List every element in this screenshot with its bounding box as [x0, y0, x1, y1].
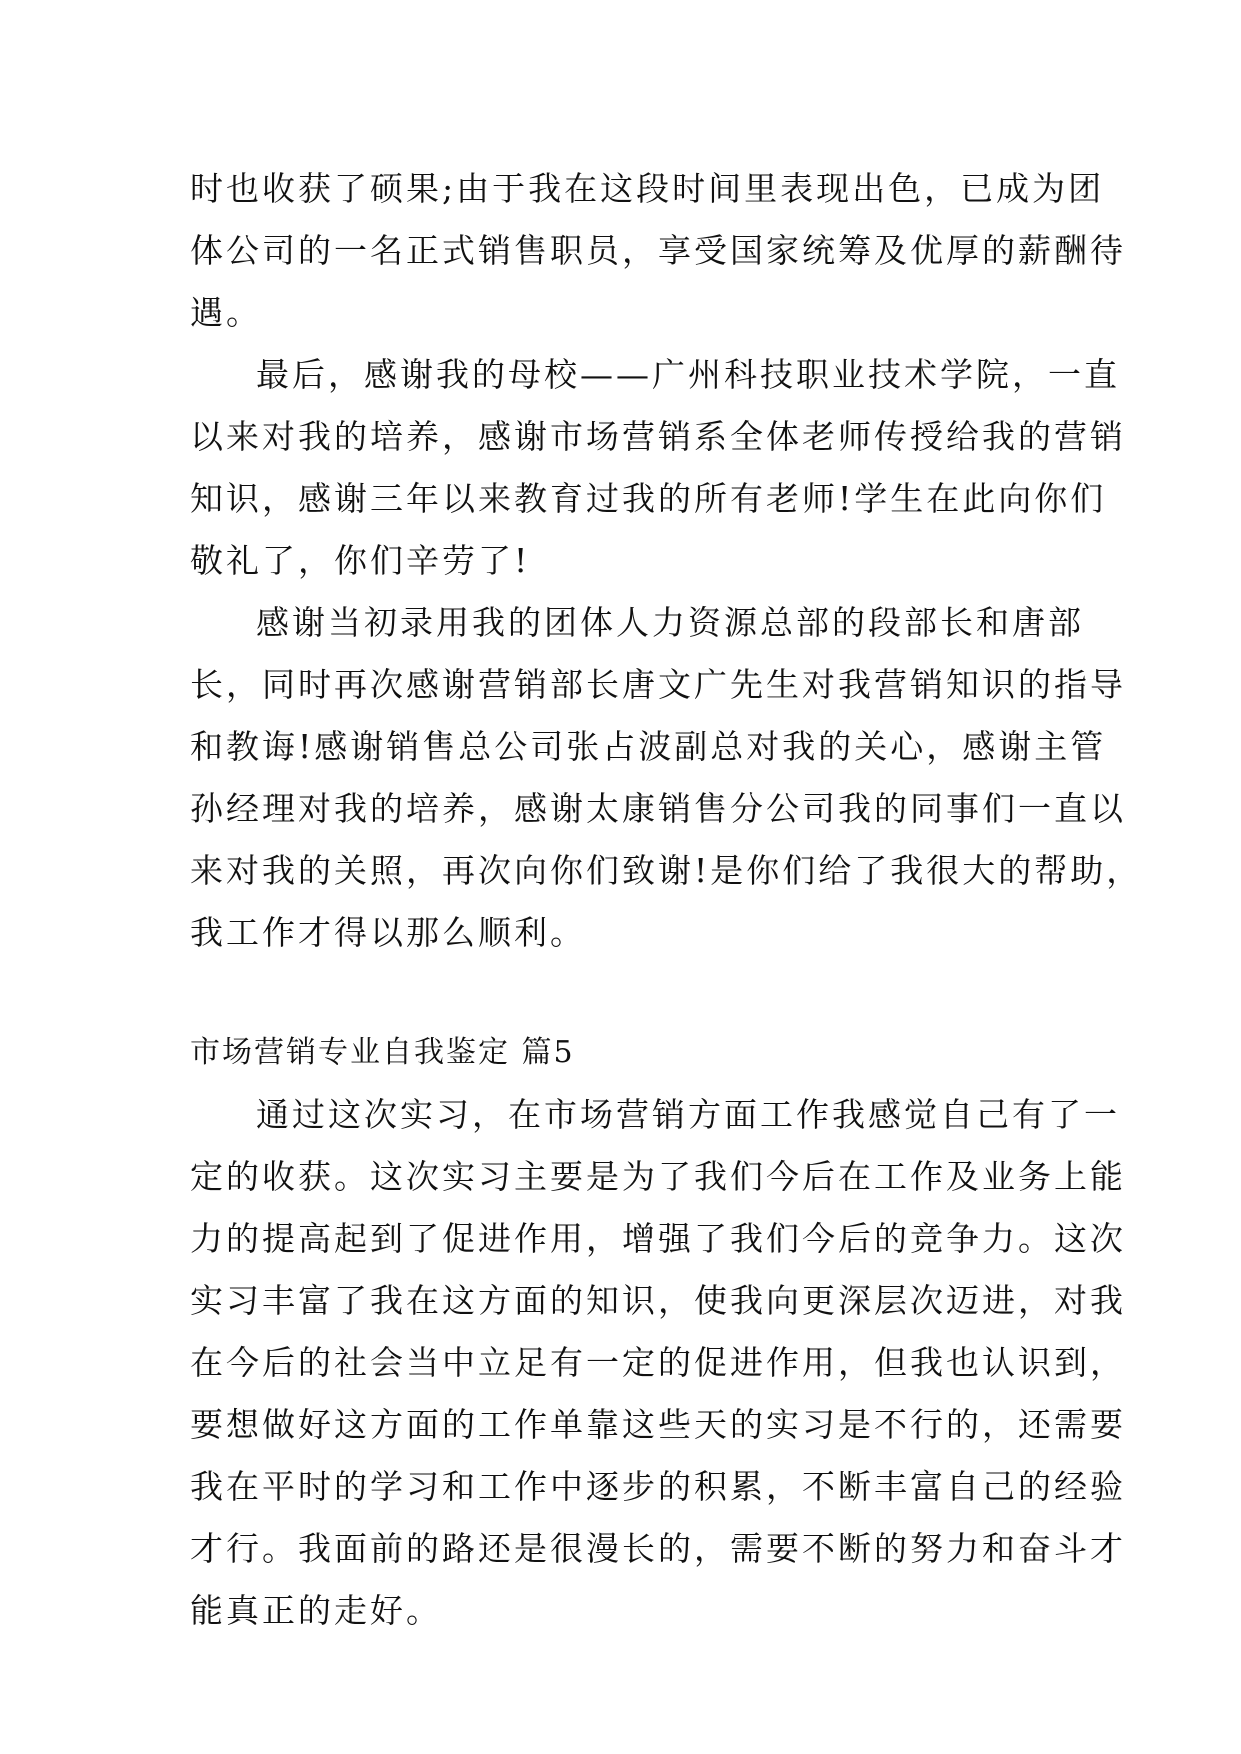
- text-line: 时也收获了硕果;由于我在这段时间里表现出色，已成为团: [190, 169, 1105, 208]
- text-line: 在今后的社会当中立足有一定的促进作用，但我也认识到，: [190, 1343, 1126, 1382]
- text-line: 能真正的走好。: [190, 1591, 442, 1630]
- paragraph-1: [190, 158, 1126, 344]
- text-line: 和教诲!感谢销售总公司张占波副总对我的关心，感谢主管: [190, 727, 1107, 766]
- text-line: 以来对我的培养，感谢市场营销系全体老师传授给我的营销: [190, 417, 1126, 456]
- text-line: 定的收获。这次实习主要是为了我们今后在工作及业务上能: [190, 1157, 1126, 1196]
- section-heading: 市场营销专业自我鉴定 篇5: [190, 1035, 575, 1070]
- document-body: [190, 158, 1143, 1642]
- text-line: 孙经理对我的培养，感谢太康销售分公司我的同事们一直以: [190, 789, 1126, 828]
- text-line: 敬礼了，你们辛劳了!: [190, 541, 531, 580]
- text-line: 通过这次实习，在市场营销方面工作我感觉自己有了一: [256, 1095, 1120, 1134]
- text-line: 我工作才得以那么顺利。: [190, 913, 586, 952]
- paragraph-3: [190, 592, 1143, 964]
- text-line: 遇。: [190, 293, 262, 332]
- text-line: 体公司的一名正式销售职员，享受国家统筹及优厚的薪酬待: [190, 231, 1126, 270]
- text-line: 我在平时的学习和工作中逐步的积累，不断丰富自己的经验: [190, 1467, 1126, 1506]
- text-line: 最后，感谢我的母校——广州科技职业技术学院，一直: [256, 355, 1120, 394]
- text-line: 知识，感谢三年以来教育过我的所有老师!学生在此向你们: [190, 479, 1107, 518]
- paragraph-4: [190, 1084, 1126, 1642]
- text-line: 要想做好这方面的工作单靠这些天的实习是不行的，还需要: [190, 1405, 1126, 1444]
- text-line: 来对我的关照，再次向你们致谢!是你们给了我很大的帮助，: [190, 851, 1143, 890]
- text-line: 力的提高起到了促进作用，增强了我们今后的竞争力。这次: [190, 1219, 1126, 1258]
- section-spacer: [190, 964, 1060, 1022]
- paragraph-2: [190, 344, 1126, 592]
- text-line: 感谢当初录用我的团体人力资源总部的段部长和唐部: [256, 603, 1084, 642]
- text-line: 长，同时再次感谢营销部长唐文广先生对我营销知识的指导: [190, 665, 1126, 704]
- text-line: 实习丰富了我在这方面的知识，使我向更深层次迈进，对我: [190, 1281, 1126, 1320]
- text-line: 才行。我面前的路还是很漫长的，需要不断的努力和奋斗才: [190, 1529, 1126, 1568]
